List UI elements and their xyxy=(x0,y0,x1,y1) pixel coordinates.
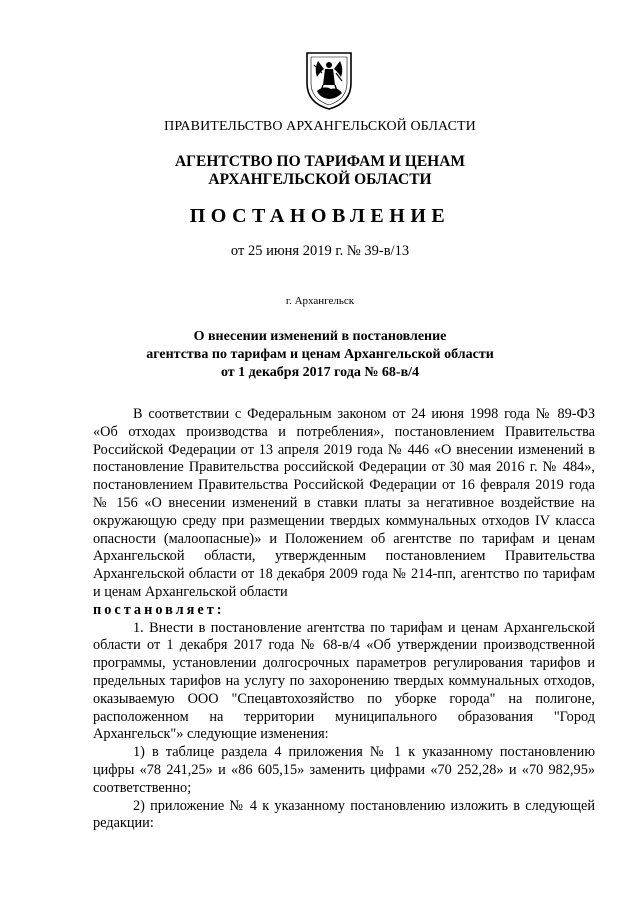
decree-paragraph xyxy=(93,602,595,620)
item-1-1-paragraph: 1) в таблице раздела 4 приложения № 1 к указанному постановлению цифры «78 241,25» и «86 605,15» заменить цифрами «70 252,28» и «70 982,95» соответственно; xyxy=(93,744,595,796)
document-date-number: от 25 июня 2019 г. № 39-в/13 xyxy=(230,243,410,259)
coat-of-arms-icon xyxy=(304,51,354,111)
agency-name-line1: АГЕНТСТВО ПО ТАРИФАМ И ЦЕНАМ xyxy=(174,153,466,170)
subject-line1: О внесении изменений в постановление xyxy=(193,329,447,344)
preamble-paragraph: В соответствии с Федеральным законом от 24 июня 1998 года № 89-ФЗ «Об отходах производства и потребления», постановлением Правительства Российской Федерации от 13 апреля 2019 года № 446 «О внесении изменений в постановление Правительства российской Федерации от 30 мая 2016 г. № 484», постановлением Правительства Российской Федерации от 16 февраля 2019 года № 156 «О внесении изменений в ставки платы за негативное воздействие на окружающую среду при размещении твердых коммунальных отходов IV класса опасности (малоопасные)» и Положением об агентстве по тарифам и ценам Архангельской области, утвержденным постановлением Правительства Архангельской области от 18 декабря 2009 года № 214-пп, агентство по тарифам и ценам Архангельской области xyxy=(93,406,595,600)
item-1-2-paragraph: 2) приложение № 4 к указанному постановлению изложить в следующей редакции: xyxy=(93,797,595,832)
item-1-paragraph: 1. Внести в постановление агентства по тарифам и ценам Архангельской области от 1 декабря 2017 года № 68-в/4 «Об утверждении производственной программы, установлении долгосрочных параметров регулирования тарифов и предельных тарифов на услугу по захоронению твердых коммунальных отходов, оказываемую ООО "Спецавтохозяйство по уборке города" на полигоне, расположенном на территории муниципального образования "Город Архангельск"» следующие изменения: xyxy=(93,619,595,743)
subject-line2: агентства по тарифам и ценам Архангельской области xyxy=(146,347,494,362)
document-type: ПОСТАНОВЛЕНИЕ xyxy=(189,205,451,227)
agency-name-line2: АРХАНГЕЛЬСКОЙ ОБЛАСТИ xyxy=(208,171,432,188)
government-name: ПРАВИТЕЛЬСТВО АРХАНГЕЛЬСКОЙ ОБЛАСТИ xyxy=(164,119,476,134)
decree-word: постановляет: xyxy=(93,601,225,618)
document-city: г. Архангельск xyxy=(285,295,355,307)
document-subject xyxy=(0,328,640,382)
agency-name xyxy=(0,153,640,189)
document-body xyxy=(93,406,595,833)
subject-line3: от 1 декабря 2017 года № 68-в/4 xyxy=(220,365,420,380)
